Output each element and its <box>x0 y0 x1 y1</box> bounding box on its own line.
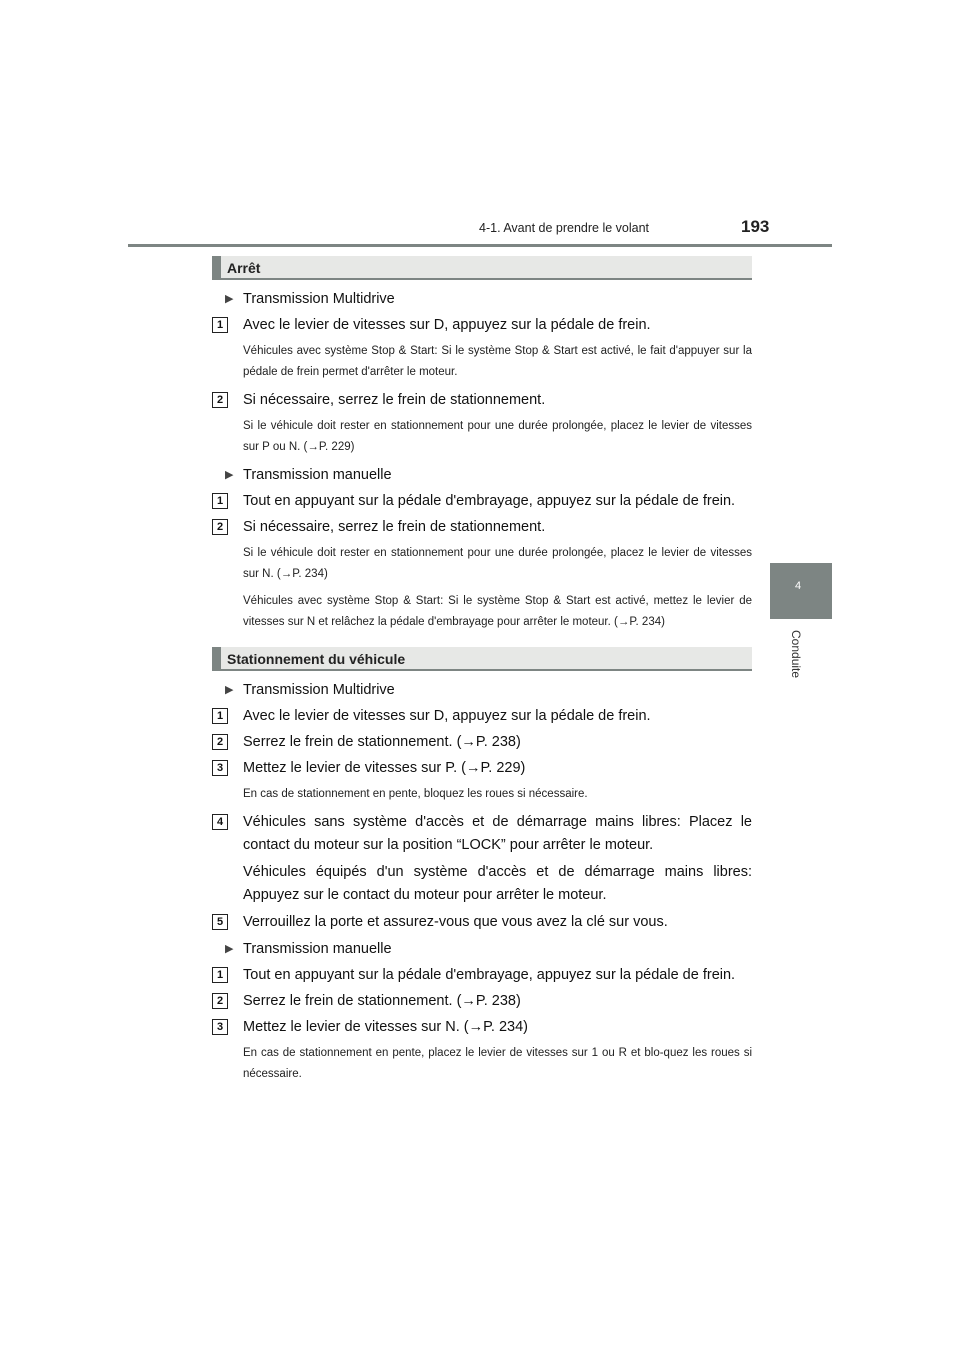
step-number: 3 <box>212 760 228 776</box>
step-item <box>212 490 752 513</box>
step-text: Avec le levier de vitesses sur D, appuyez sur la pédale de frein. <box>243 708 651 724</box>
subheading-label: Transmission manuelle <box>243 467 392 483</box>
subheading-label: Transmission Multidrive <box>243 682 395 698</box>
step-text: Avec le levier de vitesses sur D, appuyez sur la pédale de frein. <box>243 317 651 333</box>
note-text: Véhicules avec système Stop & Start: Si le système Stop & Start est activé, mettez le levier de vitesses sur N et relâchez la pédale d'embrayage pour arrêter le moteur. (→P. 234) <box>243 595 752 628</box>
page-content <box>212 256 752 1091</box>
note-text: En cas de stationnement en pente, placez le levier de vitesses sur 1 ou R et blo-quez les roues si nécessaire. <box>243 1047 752 1080</box>
step-text: Serrez le frein de stationnement. (→P. 238) <box>243 734 521 750</box>
step-number: 2 <box>212 519 228 535</box>
step-item <box>212 964 752 987</box>
step-text: Serrez le frein de stationnement. (→P. 238) <box>243 993 521 1009</box>
chapter-tab <box>770 563 832 619</box>
page-number: 193 <box>741 217 770 236</box>
step-number: 2 <box>212 993 228 1009</box>
step-item <box>212 389 752 412</box>
triangle-right-icon: ▶ <box>225 293 234 305</box>
section-header-arret <box>212 256 752 280</box>
step-item <box>212 1016 752 1039</box>
chapter-tab-label-box <box>770 622 832 1064</box>
step-text: Mettez le levier de vitesses sur P. (→P. 229) <box>243 760 526 776</box>
step-number: 1 <box>212 708 228 724</box>
step-text: Verrouillez la porte et assurez-vous que vous avez la clé sur vous. <box>243 914 668 930</box>
triangle-right-icon: ▶ <box>225 469 234 481</box>
chapter-tab-number: 4 <box>795 580 802 592</box>
step-number: 2 <box>212 734 228 750</box>
step-number: 2 <box>212 392 228 408</box>
section-header-stationnement <box>212 647 752 671</box>
step-text: Véhicules sans système d'accès et de démarrage mains libres: Placez le contact du moteur sur la position “LOCK” pour arrêter le moteur. <box>243 814 752 853</box>
step-number: 1 <box>212 317 228 333</box>
step-item <box>212 705 752 728</box>
step-item <box>212 731 752 754</box>
step-item <box>212 516 752 539</box>
step-number: 5 <box>212 914 228 930</box>
triangle-right-icon: ▶ <box>225 943 234 955</box>
step-number: 3 <box>212 1019 228 1035</box>
step-text: Tout en appuyant sur la pédale d'embrayage, appuyez sur la pédale de frein. <box>243 493 736 509</box>
section-title: Stationnement du véhicule <box>227 651 406 667</box>
subheading-label: Transmission manuelle <box>243 941 392 957</box>
subheading-label: Transmission Multidrive <box>243 291 395 307</box>
step-continuation: Véhicules équipés d'un système d'accès et de démarrage mains libres: Appuyez sur le contact du moteur pour arrêter le moteur. <box>243 864 752 903</box>
step-item <box>212 990 752 1013</box>
triangle-right-icon: ▶ <box>225 684 234 696</box>
note-text: Véhicules avec système Stop & Start: Si le système Stop & Start est activé, le fait d'appuyer sur la pédale de frein permet d'arrêter le moteur. <box>243 345 752 378</box>
chapter-title: 4-1. Avant de prendre le volant <box>479 221 650 235</box>
note-text: En cas de stationnement en pente, bloquez les roues si nécessaire. <box>243 788 588 800</box>
subheading-multidrive <box>212 679 752 701</box>
step-item <box>212 811 752 857</box>
subheading-manual <box>212 938 752 960</box>
note-text: Si le véhicule doit rester en stationnement pour une durée prolongée, placez le levier de vitesses sur P ou N. (→P. 229) <box>243 420 752 453</box>
step-text: Mettez le levier de vitesses sur N. (→P. 234) <box>243 1019 529 1035</box>
section-title: Arrêt <box>227 260 261 276</box>
step-number: 1 <box>212 967 228 983</box>
chapter-tab-label: Conduite <box>789 630 803 679</box>
step-number: 4 <box>212 814 228 830</box>
subheading-manual <box>212 464 752 486</box>
step-item <box>212 757 752 780</box>
step-item <box>212 314 752 337</box>
step-text: Si nécessaire, serrez le frein de stationnement. <box>243 392 546 408</box>
step-text: Si nécessaire, serrez le frein de stationnement. <box>243 519 546 535</box>
note-text: Si le véhicule doit rester en stationnement pour une durée prolongée, placez le levier de vitesses sur N. (→P. 234) <box>243 547 752 580</box>
step-number: 1 <box>212 493 228 509</box>
step-text: Tout en appuyant sur la pédale d'embrayage, appuyez sur la pédale de frein. <box>243 967 736 983</box>
subheading-multidrive <box>212 288 752 310</box>
header-rule <box>128 244 832 247</box>
step-item <box>212 911 752 934</box>
